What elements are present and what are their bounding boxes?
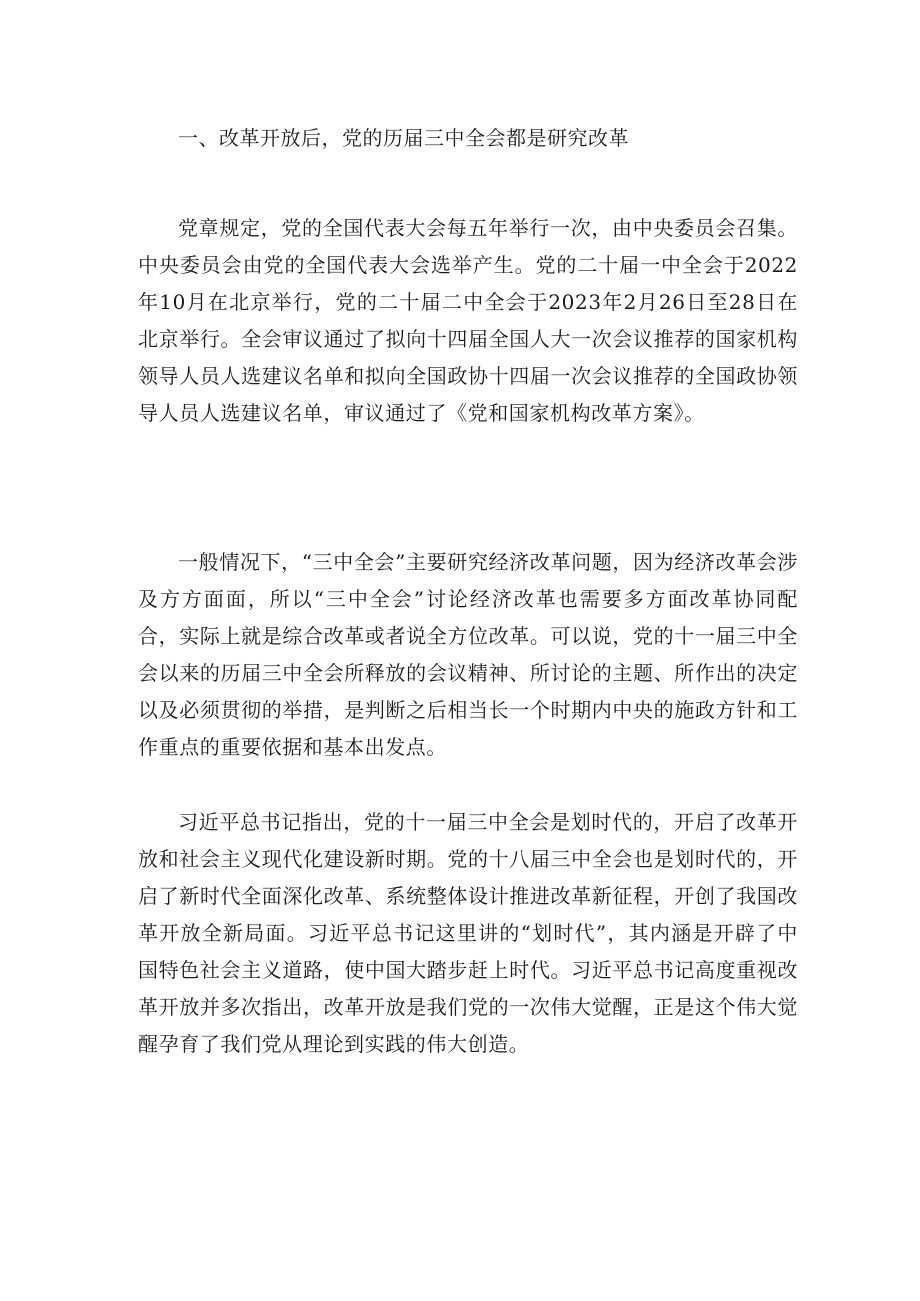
section-heading: 一、改革开放后，党的历届三中全会都是研究改革 — [178, 126, 629, 150]
paragraph-party-constitution: 党章规定，党的全国代表大会每五年举行一次，由中央委员会召集。中央委员会由党的全国代表大会选举产生。党的二十届一中全会于2022年10月在北京举行，党的二十届二中全会于2023年2月26日至28日在北京举行。全会审议通过了拟向十四届全国人大一次会议推荐的国家机构领导人员人选建议名单和拟向全国政协十四届一次会议推荐的全国政协领导人员人选建议名单，审议通过了《党和国家机构改革方案》。 — [138, 216, 798, 425]
paragraph-xi-remarks: 习近平总书记指出，党的十一届三中全会是划时代的，开启了改革开放和社会主义现代化建设新时期。党的十八届三中全会也是划时代的，开启了新时代全面深化改革、系统整体设计推进改革新征程，开创了我国改革开放全新局面。习近平总书记这里讲的“划时代”，其内涵是开辟了中国特色社会主义道路，使中国大踏步赶上时代。习近平总书记高度重视改革开放并多次指出，改革开放是我们党的一次伟大觉醒，正是这个伟大觉醒孕育了我们党从理论到实践的伟大创造。 — [138, 810, 798, 1056]
paragraph-third-plenum-general: 一般情况下，“三中全会”主要研究经济改革问题，因为经济改革会涉及方方面面，所以“三中全会”讨论经济改革也需要多方面改革协同配合，实际上就是综合改革或者说全方位改革。可以说，党的十一届三中全会以来的历届三中全会所释放的会议精神、所讨论的主题、所作出的决定以及必须贯彻的举措，是判断之后相当长一个时期内中央的施政方针和工作重点的重要依据和基本出发点。 — [138, 550, 798, 759]
